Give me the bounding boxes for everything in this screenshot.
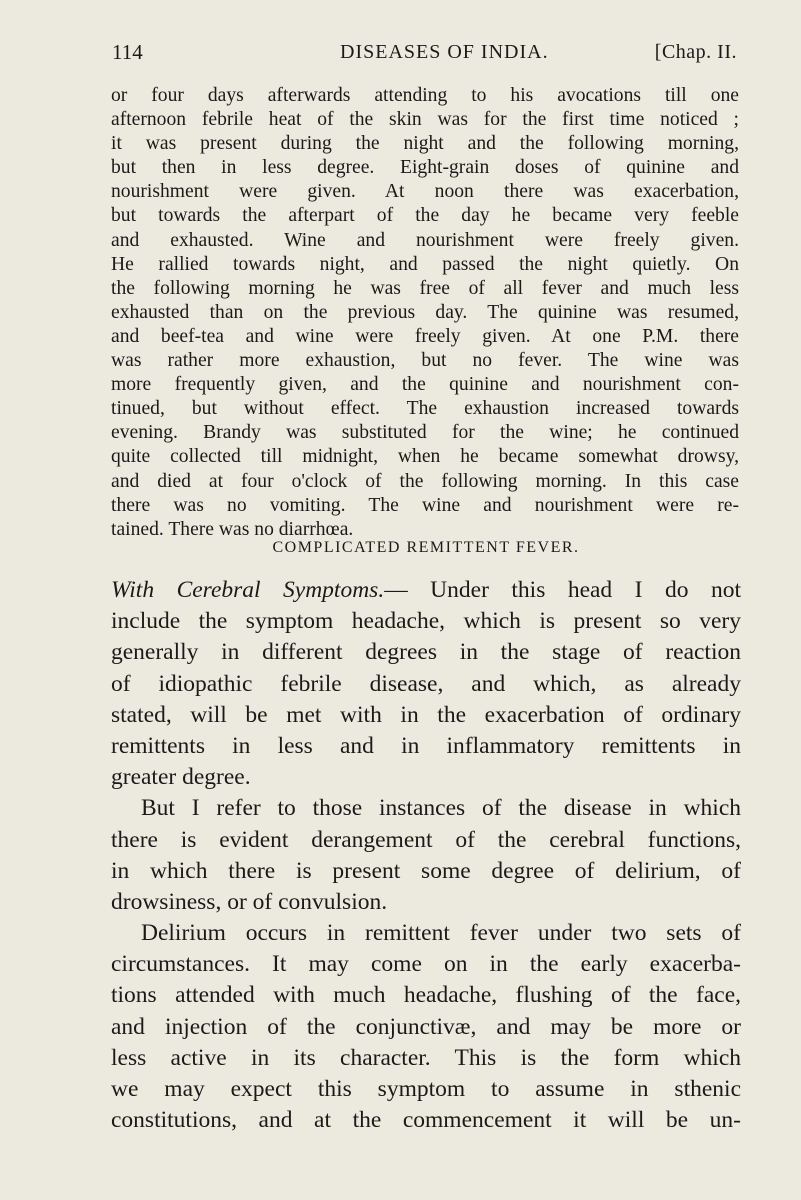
text-line: include the symptom headache, which is present so very (111, 608, 741, 635)
text-line: Delirium occurs in remittent fever under two sets of (141, 920, 741, 947)
text-line: we may expect this symptom to assume in sthenic (111, 1076, 741, 1102)
section-body (111, 575, 741, 1136)
text-line: less active in its character. This is the form which (111, 1044, 741, 1071)
text-line: there was no vomiting. The wine and nourishment were re- (111, 494, 739, 516)
text-line: drowsiness, or of convulsion. (111, 888, 388, 915)
text-line: But I refer to those instances of the disease in which (141, 795, 741, 822)
page-number: 114 (112, 40, 143, 64)
text-line: generally in different degrees in the stage of reaction (111, 639, 741, 666)
text-line: tinued, but without effect. The exhaustion increased towards (111, 398, 739, 420)
text-line: and injection of the conjunctivæ, and may be more or (111, 1013, 741, 1040)
text-line: quite collected till midnight, when he became somewhat drowsy, (111, 446, 739, 468)
text-line: and exhausted. Wine and nourishment were freely given. (111, 229, 739, 251)
text-line: more frequently given, and the quinine and nourishment con- (111, 374, 739, 396)
text-line: evening. Brandy was substituted for the wine; he continued (111, 422, 739, 444)
text-line: the following morning he was free of all fever and much less (111, 277, 739, 299)
text-line-with-subheading (111, 575, 741, 606)
text-line: in which there is present some degree of delirium, of (111, 857, 741, 884)
text-line: circumstances. It may come on in the early exacerba- (111, 951, 741, 978)
text-line: there is evident derangement of the cerebral functions, (111, 826, 741, 853)
text-line: afternoon febrile heat of the skin was for the first time noticed ; (111, 109, 739, 131)
text-line: greater degree. (111, 764, 251, 791)
text-line: tained. There was no diarrhœa. (111, 518, 354, 540)
running-title: DISEASES OF INDIA. (340, 41, 549, 63)
text-line: or four days afterwards attending to his avocations till one (111, 85, 739, 106)
text-line: of idiopathic febrile disease, and which, as already (111, 670, 741, 697)
text-line: but towards the afterpart of the day he became very feeble (111, 205, 739, 227)
text-line: it was present during the night and the following morning, (111, 133, 739, 155)
text-line: nourishment were given. At noon there was exacerbation, (111, 181, 739, 203)
text-line: but then in less degree. Eight-grain doses of quinine and (111, 157, 739, 179)
text-line: exhausted than on the previous day. The quinine was resumed, (111, 301, 739, 323)
text-line: stated, will be met with in the exacerbation of ordinary (111, 701, 741, 728)
text-line: remittents in less and in inflammatory remittents in (111, 732, 741, 759)
text-line: He rallied towards night, and passed the night quietly. On (111, 253, 739, 275)
text-run: — Under this head I do not (384, 577, 741, 603)
text-line: and beef-tea and wine were freely given. At one P.M. there (111, 325, 739, 347)
section-heading: COMPLICATED REMITTENT FEVER. (272, 539, 580, 556)
text-line: constitutions, and at the commencement it will be un- (111, 1107, 741, 1134)
case-narrative (111, 84, 739, 542)
text-line: tions attended with much headache, flushing of the face, (111, 982, 741, 1009)
text-line: was rather more exhaustion, but no fever. The wine was (111, 350, 739, 372)
page-header (112, 38, 737, 66)
chapter-reference: [Chap. II. (654, 41, 737, 63)
subheading: With Cerebral Symptoms. (111, 577, 385, 603)
text-line: and died at four o'clock of the following morning. In this case (111, 470, 739, 492)
